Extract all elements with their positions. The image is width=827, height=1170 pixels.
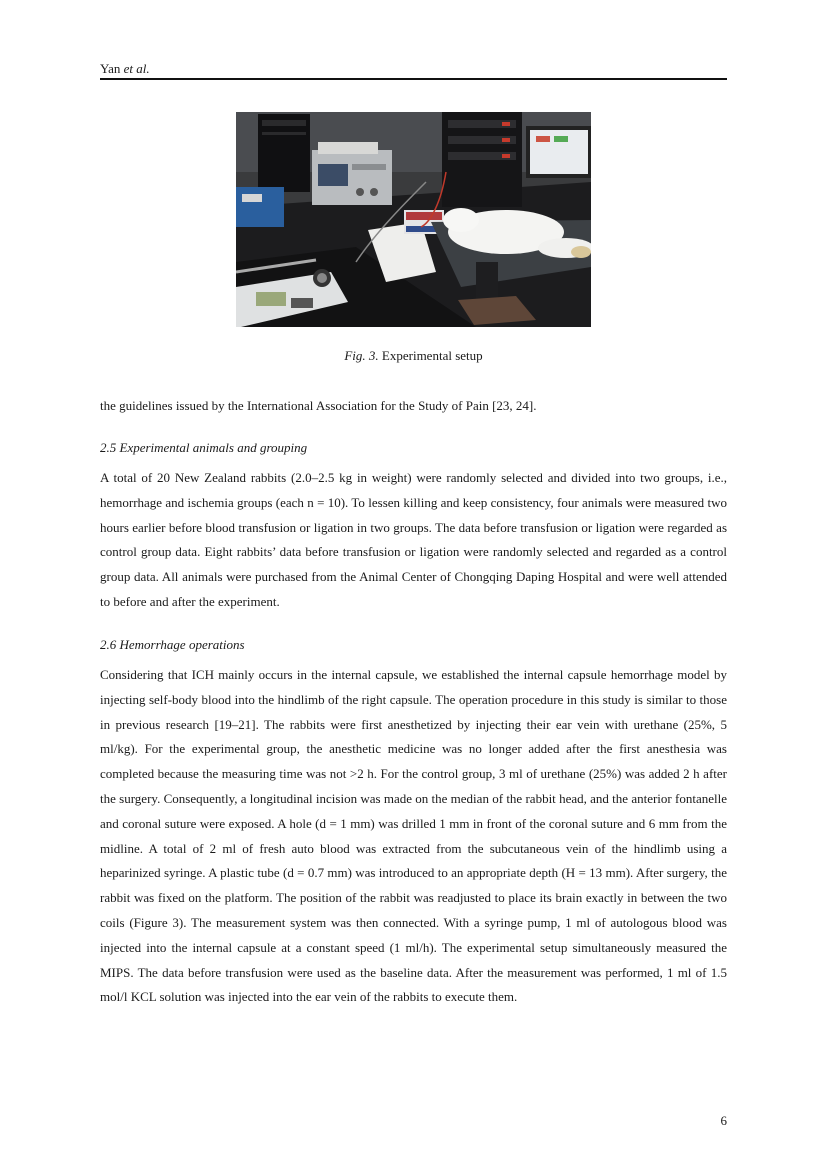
section-2-6-paragraph: Considering that ICH mainly occurs in the internal capsule, we established the internal capsule hemorrhage model by injecting self-body blood into the hindlimb of the right capsule. The operation procedure in this study is similar to those in previous research [19–21]. The rabbits were first anesthetized by injecting their ear vein with urethane (25%, 5 ml/kg). For the experimental group, the anesthetic medicine was no longer added after the first anesthesia was completed because the measuring time was not >2 h. For the control group, 3 ml of urethane (25%) was added 2 h after the surgery. Consequently, a longitudinal incision was made on the median of the rabbit head, and the anterior fontanelle and coronal suture were exposed. A hole (d = 1 mm) was drilled 1 mm in front of the coronal suture and 6 mm from the midline. A total of 2 ml of fresh auto blood was extracted from the subcutaneous vein of the hindlimb using a heparinized syringe. A plastic tube (d = 0.7 mm) was introduced to an appropriate depth (H = 13 mm). After surgery, the rabbit was fixed on the platform. The position of the rabbit was readjusted to place its brain exactly in between the two coils (Figure 3). The measurement system was then connected. With a syringe pump, 1 ml of autologous blood was injected into the internal capsule at a constant speed (1 ml/h). The experimental setup simultaneously measured the MIPS. The data before transfusion were used as the baseline data. After the measurement was performed, 1 ml of 1.5 mol/l KCL solution was injected into the ear vein of the rabbits to execute them.	[100, 667, 727, 1005]
figure-label: Fig. 3.	[344, 348, 379, 363]
continuation-paragraph: the guidelines issued by the International Association for the Study of Pain [23, 24].	[100, 398, 537, 413]
header-etal: et al.	[123, 61, 150, 76]
section-heading-2-5: 2.5 Experimental animals and grouping	[100, 440, 308, 455]
experimental-setup-photo	[236, 112, 591, 327]
figure-caption	[100, 348, 727, 364]
header-authors: Yan	[100, 61, 121, 76]
page-number: 6	[720, 1113, 727, 1128]
section-heading-2-6: 2.6 Hemorrhage operations	[100, 637, 245, 652]
figure-caption-text: Experimental setup	[381, 348, 483, 363]
header-rule	[100, 78, 727, 80]
running-header	[100, 61, 727, 77]
section-2-5-paragraph: A total of 20 New Zealand rabbits (2.0–2.5 kg in weight) were randomly selected and divided into two groups, i.e., hemorrhage and ischemia groups (each n = 10). To lessen killing and keep consistency, four animals were measured two hours earlier before blood transfusion or ligation in two groups. The data before transfusion or ligation were regarded as control group data. Eight rabbits’ data before transfusion or ligation were randomly selected and regarded as a control group data. All animals were purchased from the Animal Center of Chongqing Daping Hospital and were well attended to before and after the experiment.	[100, 470, 727, 609]
